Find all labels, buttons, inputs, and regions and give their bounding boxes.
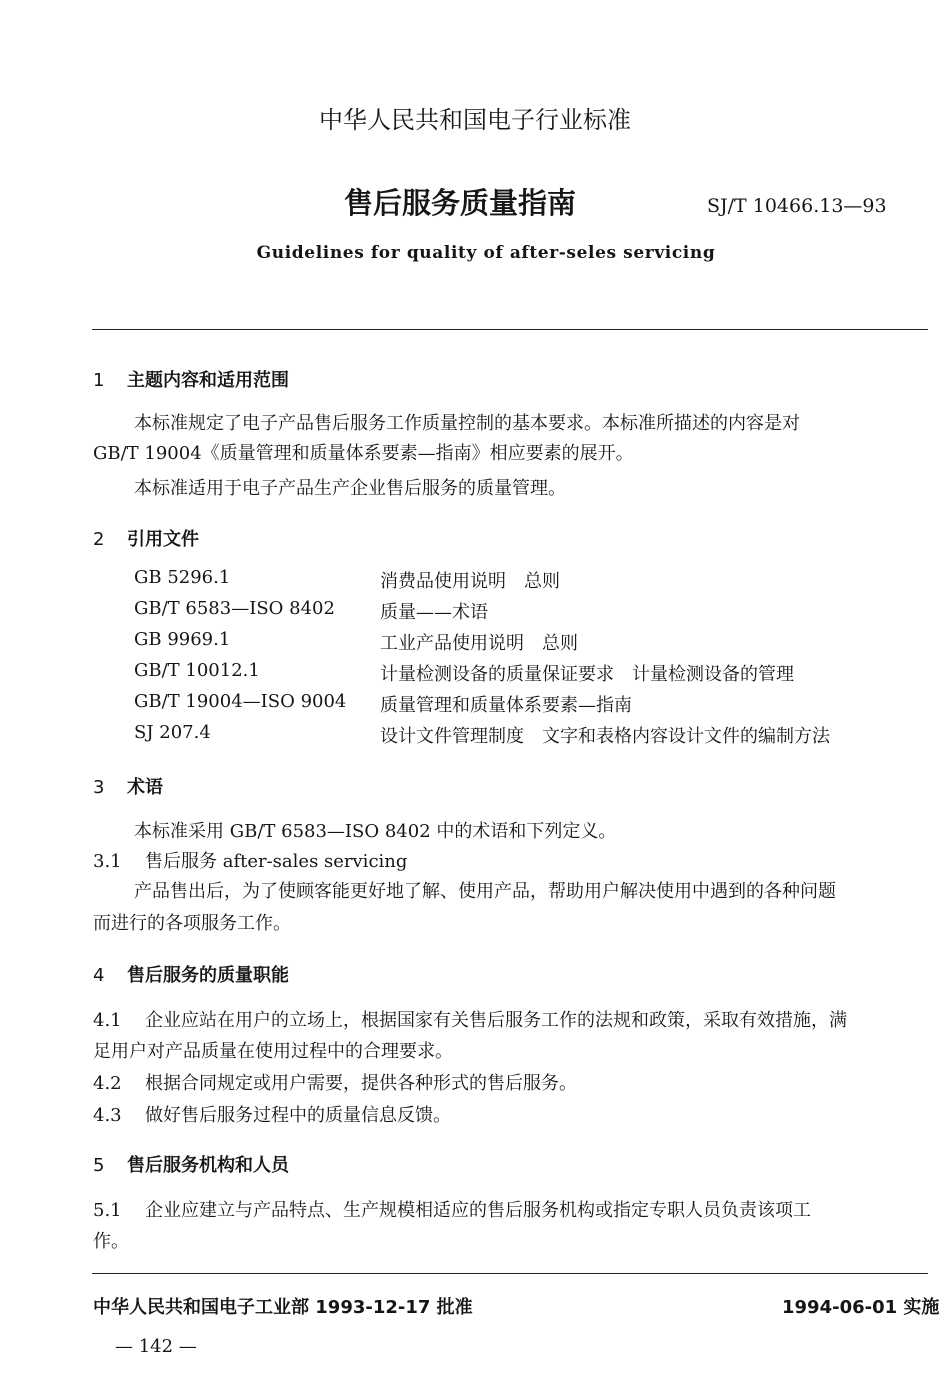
reference-code: SJ 207.4 (134, 722, 211, 743)
section-1-paragraph-1-line-1: 本标准规定了电子产品售后服务工作质量控制的基本要求。本标准所描述的内容是对 (134, 413, 800, 434)
english-title: Guidelines for quality of after-seles servicing (256, 243, 716, 263)
clause-title: 售后服务 after-sales servicing (145, 851, 408, 872)
section-3-heading (93, 773, 163, 799)
section-number: 4 (93, 965, 105, 986)
clause-3-1-definition-line-2: 而进行的各项服务工作。 (93, 913, 291, 934)
reference-title: 质量——术语 (380, 602, 488, 623)
header-divider (92, 329, 928, 330)
section-4-heading (93, 961, 289, 987)
clause-text: 做好售后服务过程中的质量信息反馈。 (145, 1105, 451, 1126)
section-3-intro: 本标准采用 GB/T 6583—ISO 8402 中的术语和下列定义。 (134, 821, 617, 842)
clause-text: 企业应建立与产品特点、生产规模相适应的售后服务机构或指定专职人员负责该项工 (145, 1200, 811, 1221)
section-title: 引用文件 (127, 529, 199, 550)
clause-number: 5.1 (93, 1200, 122, 1221)
section-1-paragraph-2: 本标准适用于电子产品生产企业售后服务的质量管理。 (134, 478, 566, 499)
clause-5-1-line-2: 作。 (93, 1231, 129, 1252)
section-number: 3 (93, 777, 105, 798)
clause-4-1-line-2: 足用户对产品质量在使用过程中的合理要求。 (93, 1041, 453, 1062)
section-number: 2 (93, 529, 105, 550)
reference-code: GB 5296.1 (134, 567, 231, 588)
reference-title: 工业产品使用说明 总则 (380, 633, 578, 654)
footer-divider (92, 1273, 928, 1274)
effective-date: 1994-06-01 实施 (782, 1297, 940, 1318)
clause-4-3 (93, 1101, 451, 1131)
clause-number: 4.2 (93, 1073, 122, 1094)
reference-title: 设计文件管理制度 文字和表格内容设计文件的编制方法 (380, 726, 830, 747)
reference-title: 质量管理和质量体系要素—指南 (380, 695, 632, 716)
section-1-heading (93, 366, 289, 392)
section-5-heading (93, 1151, 289, 1177)
clause-number: 4.1 (93, 1010, 122, 1031)
clause-text: 根据合同规定或用户需要，提供各种形式的售后服务。 (145, 1073, 577, 1094)
clause-text: 企业应站在用户的立场上，根据国家有关售后服务工作的法规和政策，采取有效措施，满 (145, 1010, 847, 1031)
clause-5-1-line-1 (93, 1196, 811, 1226)
section-number: 1 (93, 370, 105, 391)
clause-4-1-line-1 (93, 1006, 847, 1036)
section-title: 售后服务的质量职能 (127, 965, 289, 986)
section-title: 主题内容和适用范围 (127, 370, 289, 391)
section-title: 术语 (127, 777, 163, 798)
section-2-heading (93, 525, 199, 551)
reference-title: 消费品使用说明 总则 (380, 571, 560, 592)
approval-line: 中华人民共和国电子工业部 1993-12-17 批准 (93, 1297, 473, 1318)
reference-code: GB 9969.1 (134, 629, 231, 650)
reference-title: 计量检测设备的质量保证要求 计量检测设备的管理 (380, 664, 794, 685)
clause-3-1-definition-line-1: 产品售出后，为了使顾客能更好地了解、使用产品，帮助用户解决使用中遇到的各种问题 (134, 881, 836, 902)
document-title: 售后服务质量指南 (344, 186, 577, 220)
clause-number: 4.3 (93, 1105, 122, 1126)
reference-code: GB/T 6583—ISO 8402 (134, 598, 335, 619)
standard-code: SJ/T 10466.13—93 (707, 195, 887, 217)
clause-number: 3.1 (93, 851, 122, 872)
reference-code: GB/T 19004—ISO 9004 (134, 691, 347, 712)
reference-code: GB/T 10012.1 (134, 660, 260, 681)
clause-3-1-heading (93, 847, 407, 877)
page-number: — 142 — (115, 1336, 197, 1357)
section-1-paragraph-1-line-2: GB/T 19004《质量管理和质量体系要素—指南》相应要素的展开。 (93, 443, 634, 464)
section-number: 5 (93, 1155, 105, 1176)
section-title: 售后服务机构和人员 (127, 1155, 289, 1176)
clause-4-2 (93, 1069, 577, 1099)
standard-category-title: 中华人民共和国电子行业标准 (319, 106, 631, 134)
